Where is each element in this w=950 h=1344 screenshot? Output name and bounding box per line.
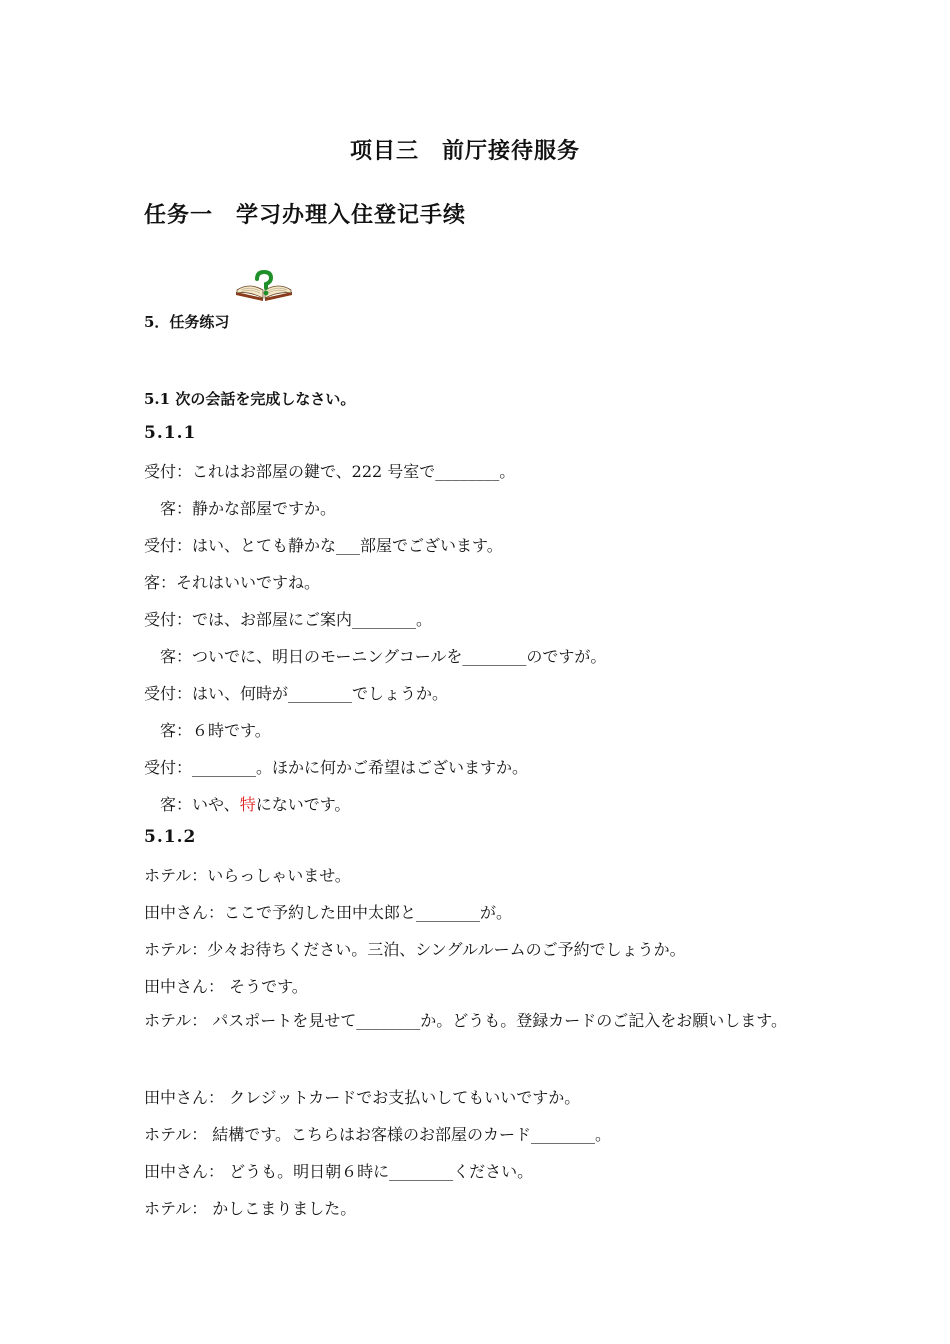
highlighted-char: 特: [239, 795, 256, 814]
dialog-line: 田中さん： そうです。: [144, 977, 308, 996]
dialog-line: 田中さん： クレジットカードでお支払いしてもいいですか。: [144, 1088, 581, 1107]
dialog-line: ホテル：いらっしゃいませ。: [144, 866, 351, 885]
dialog-line: 受付：はい、とても静かな___部屋でございます。: [144, 536, 503, 555]
dialog-line: 客：静かな部屋ですか。: [144, 499, 337, 518]
dialog-line: ホテル： かしこまりました。: [144, 1199, 357, 1218]
subsection-label: 5.1 次の会話を完成しなさい。: [144, 390, 356, 408]
dialog2-heading: 5.1.2: [144, 827, 197, 847]
open-book-question-icon: [233, 270, 295, 304]
dialog-line: 受付：________。ほかに何かご希望はございますか。: [144, 758, 529, 777]
dialog-line: ホテル： 結構です。こちらはお客様のお部屋のカード________。: [144, 1125, 612, 1144]
dialog-line-wrapped: ホテル： パスポートを見せて________か。どうも。登録カードのご記入をお願いします。: [144, 1011, 788, 1030]
section-label: 5．任务练习: [144, 313, 230, 331]
dialog-line: 客：それはいいですね。: [144, 573, 321, 592]
task-title: 任务一 学习办理入住登记手续: [144, 202, 467, 228]
dialog-line: 受付：はい、何時が________でしょうか。: [144, 684, 449, 703]
dialog-line: 田中さん： どうも。明日朝６時に________ください。: [144, 1162, 534, 1181]
dialog-line: 受付：これはお部屋の鍵で、222 号室で________。: [144, 462, 516, 481]
dialog-line: [144, 792, 350, 815]
dialog-line: 受付：では、お部屋にご案内________。: [144, 610, 433, 629]
dialog-line-start: 客：いや、: [144, 795, 240, 814]
page-title: 项目三 前厅接待服务: [349, 138, 580, 164]
dialog-line-end: にないです。: [255, 795, 351, 814]
dialog-line: 田中さん：ここで予約した田中太郎と________が。: [144, 903, 513, 922]
dialog-line: ホテル：少々お待ちください。三泊、シングルルームのご予約でしょうか。: [144, 940, 686, 959]
dialog1-heading: 5.1.1: [144, 423, 197, 443]
dialog-line: 客：６時です。: [144, 721, 271, 740]
dialog-line: 客：ついでに、明日のモーニングコールを________のですが。: [144, 647, 607, 666]
